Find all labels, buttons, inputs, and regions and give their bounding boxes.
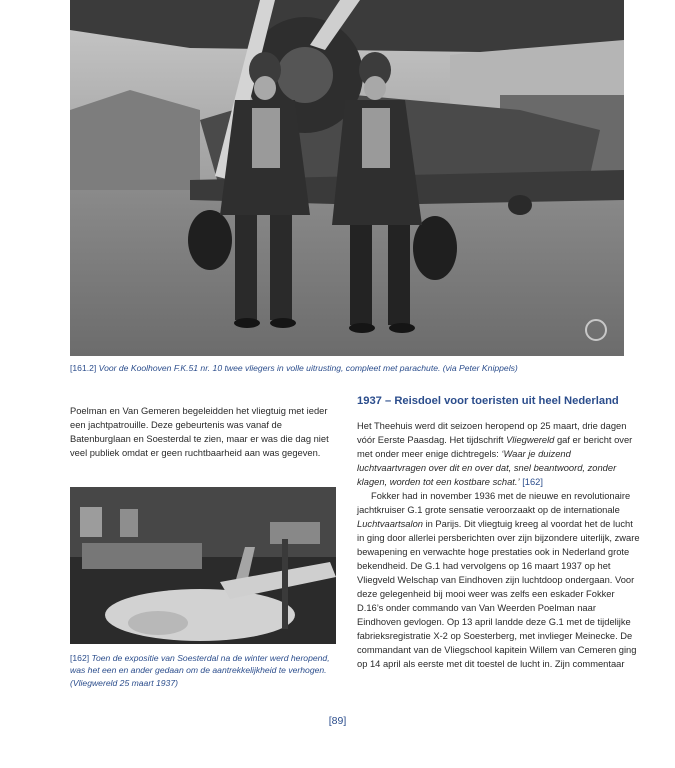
section-heading: 1937 – Reisdoel voor toeristen uit heel Nederland xyxy=(357,395,619,407)
body-paragraph xyxy=(357,489,641,671)
text-span: Fokker had in november 1936 met de nieuwe en revolutionaire jachtkruiser G.1 grote sensatie veroorzaakt op de internationale xyxy=(357,491,631,515)
text-span: Het Theehuis werd dit seizoen heropend op 25 maart, drie dagen vóór Eerste Paasdag. Het tijdschrift xyxy=(357,421,627,445)
text-span: gaf er bericht over met onder meer enige dichtregels: xyxy=(357,435,633,459)
body-paragraph: Poelman en Van Gemeren begeleidden het vliegtuig met ieder een jachtpatrouille. Deze gebeurtenis was vanaf de Batenburglaan en Soesterdal te zien, maar er was die dag niet veel publiek omdat er geen ruchtbaarheid aan was gegeven. xyxy=(70,406,329,458)
caption-reference: [161.2] xyxy=(70,363,97,373)
caption-text: Toen de expositie van Soesterdal na de winter werd heropend, was het een en ander gedaan om de aantrekkelijkheid te verhogen. (Vliegwereld 25 maart 1937) xyxy=(70,653,330,688)
page-number: [89] xyxy=(328,715,347,727)
exhibition-photo xyxy=(70,487,336,644)
exhibition-photo-caption xyxy=(70,652,340,689)
magazine-title: Vliegwereld xyxy=(506,435,555,445)
caption-reference: [162] xyxy=(70,653,90,663)
caption-text: Voor de Koolhoven F.K.51 nr. 10 twee vliegers in volle uitrusting, compleet met parachute. (via Peter Knippels) xyxy=(98,363,518,373)
body-paragraph xyxy=(357,419,641,489)
event-title: Luchtvaartsalon xyxy=(357,519,423,529)
right-column-text xyxy=(357,419,641,671)
left-column-text xyxy=(70,404,345,460)
quotation: ‘Waar je duizend luchtvaartvragen over dit en over dat, snel beantwoord, zonder klagen, worden tot een kostbare schat.’ xyxy=(357,449,617,487)
aviators-photo xyxy=(70,0,624,356)
text-span: in Parijs. Dit vliegtuig kreeg al voordat het de lucht in ging door allerlei persberichten over zijn bijzondere uiterlijk, zware bewapening en verwachte hoge prestaties ook in Nederland grote bekendheid. De G.1 had vervolgens op 16 maart 1937 op het Vliegveld Welschap van Eindhoven zijn luchtdoop ondergaan. Voor deze gelegenheid bij mooi weer was zelfs een eskader Fokker D.16’s onder commando van Van Weerden Poelman naar Eindhoven gevlogen. Op 13 april landde deze G.1 met de tijdelijke fabrieksregistratie X-2 op Soesterberg, met invlieger Meinecke. De commandant van de Vliegschool kapitein Willem van Cemeren ging op 14 april als eerste met dit toestel de lucht in. Zijn commentaar xyxy=(357,519,640,669)
aviators-photo-drawing xyxy=(70,0,624,356)
exhibition-photo-drawing xyxy=(70,487,336,644)
aviators-photo-caption xyxy=(70,362,630,374)
footnote-reference: [162] xyxy=(522,477,543,487)
